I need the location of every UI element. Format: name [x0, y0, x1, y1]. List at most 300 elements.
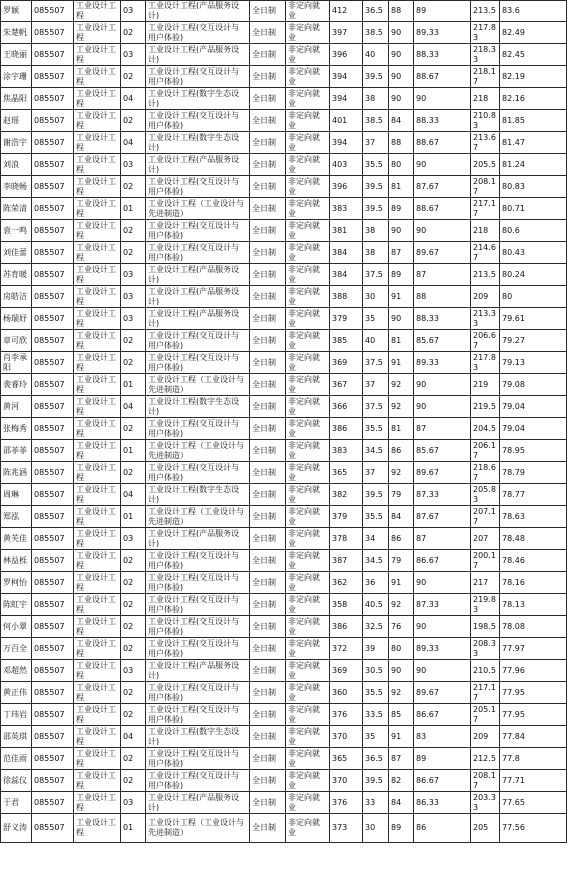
table-cell: 全日制 — [250, 88, 286, 110]
table-cell: 91 — [389, 286, 414, 308]
table-cell: 90 — [389, 22, 414, 44]
table-cell: 87 — [389, 748, 414, 770]
table-cell: 非定向就业 — [286, 198, 330, 220]
table-cell: 90 — [414, 220, 471, 242]
table-cell: 01 — [121, 198, 146, 220]
table-cell: 78.16 — [500, 572, 567, 594]
table-cell: 218.33 — [471, 44, 500, 66]
table-cell: 工业设计工程 — [74, 616, 121, 638]
table-cell: 02 — [121, 418, 146, 440]
table-cell: 79.04 — [500, 418, 567, 440]
table-cell: 218.67 — [471, 462, 500, 484]
table-cell: 085507 — [32, 616, 74, 638]
table-cell: 085507 — [32, 44, 74, 66]
table-cell: 非定向就业 — [286, 1, 330, 22]
table-cell: 80.83 — [500, 176, 567, 198]
table-cell: 工业设计工程(交互设计与用户体验) — [146, 242, 250, 264]
table-cell: 02 — [121, 638, 146, 660]
table-cell: 40.5 — [363, 594, 389, 616]
table-cell: 78.46 — [500, 550, 567, 572]
table-cell: 83.6 — [500, 1, 567, 22]
table-cell: 工业设计工程(数字生态设计) — [146, 88, 250, 110]
table-cell: 工业设计工程 — [74, 418, 121, 440]
table-cell: 214.67 — [471, 242, 500, 264]
table-cell: 房皓洁 — [1, 286, 32, 308]
table-cell: 39.5 — [363, 484, 389, 506]
table-cell: 非定向就业 — [286, 594, 330, 616]
table-cell: 085507 — [32, 22, 74, 44]
table-cell: 工业设计工程 — [74, 396, 121, 418]
table-cell: 362 — [330, 572, 363, 594]
table-cell: 工业设计工程 — [74, 308, 121, 330]
table-cell: 02 — [121, 22, 146, 44]
table-cell: 206.17 — [471, 440, 500, 462]
table-cell: 90 — [389, 308, 414, 330]
table-cell: 32.5 — [363, 616, 389, 638]
table-cell: 91 — [389, 572, 414, 594]
table-cell: 33 — [363, 792, 389, 814]
table-cell: 085507 — [32, 374, 74, 396]
table-cell: 81.24 — [500, 154, 567, 176]
table-cell: 403 — [330, 154, 363, 176]
table-cell: 张梅秀 — [1, 418, 32, 440]
table-cell: 085507 — [32, 330, 74, 352]
table-cell: 90 — [414, 616, 471, 638]
table-cell: 全日制 — [250, 616, 286, 638]
table-cell: 213.33 — [471, 308, 500, 330]
table-cell: 92 — [389, 682, 414, 704]
table-cell: 非定向就业 — [286, 506, 330, 528]
table-cell: 04 — [121, 396, 146, 418]
table-cell: 工业设计工程(交互设计与用户体验) — [146, 330, 250, 352]
table-cell: 219.83 — [471, 594, 500, 616]
table-cell: 89.67 — [414, 462, 471, 484]
table-cell: 217.83 — [471, 352, 500, 374]
table-cell: 全日制 — [250, 638, 286, 660]
table-cell: 陈兆涵 — [1, 462, 32, 484]
table-cell: 085507 — [32, 66, 74, 88]
table-cell: 非定向就业 — [286, 330, 330, 352]
table-cell: 非定向就业 — [286, 132, 330, 154]
table-cell: 工业设计工程 — [74, 594, 121, 616]
table-cell: 工业设计工程(产品服务设计) — [146, 44, 250, 66]
table-cell: 全日制 — [250, 572, 286, 594]
table-cell: 381 — [330, 220, 363, 242]
table-row — [1, 66, 567, 88]
table-row — [1, 198, 567, 220]
table-cell: 81 — [389, 330, 414, 352]
table-cell: 02 — [121, 220, 146, 242]
table-cell: 80.24 — [500, 264, 567, 286]
table-cell: 38 — [363, 220, 389, 242]
table-cell: 工业设计工程(产品服务设计) — [146, 660, 250, 682]
table-cell: 30 — [363, 286, 389, 308]
table-cell: 378 — [330, 528, 363, 550]
table-cell: 88 — [389, 132, 414, 154]
table-cell: 86.33 — [414, 792, 471, 814]
table-cell: 全日制 — [250, 220, 286, 242]
table-cell: 88.33 — [414, 308, 471, 330]
table-cell: 80 — [389, 154, 414, 176]
table-cell: 200.17 — [471, 550, 500, 572]
table-cell: 罗颖 — [1, 1, 32, 22]
table-row — [1, 308, 567, 330]
table-cell: 208.17 — [471, 770, 500, 792]
table-cell: 085507 — [32, 264, 74, 286]
table-cell: 邵英琪 — [1, 726, 32, 748]
table-row — [1, 572, 567, 594]
table-cell: 工业设计工程(交互设计与用户体验) — [146, 616, 250, 638]
table-cell: 208.17 — [471, 176, 500, 198]
table-cell: 80.43 — [500, 242, 567, 264]
table-row — [1, 748, 567, 770]
table-cell: 02 — [121, 594, 146, 616]
table-cell: 88 — [414, 286, 471, 308]
table-cell: 90 — [414, 374, 471, 396]
table-cell: 86 — [389, 440, 414, 462]
table-cell: 谢浩宇 — [1, 132, 32, 154]
table-cell: 365 — [330, 462, 363, 484]
table-row — [1, 154, 567, 176]
table-cell: 全日制 — [250, 814, 286, 843]
table-cell: 91 — [389, 726, 414, 748]
table-cell: 80 — [389, 638, 414, 660]
table-cell: 085507 — [32, 286, 74, 308]
table-cell: 工业设计工程(交互设计与用户体验) — [146, 22, 250, 44]
table-cell: 35.5 — [363, 682, 389, 704]
table-cell: 黄芙佳 — [1, 528, 32, 550]
table-cell: 非定向就业 — [286, 638, 330, 660]
table-cell: 78.95 — [500, 440, 567, 462]
table-cell: 工业设计工程 — [74, 792, 121, 814]
table-cell: 77.8 — [500, 748, 567, 770]
table-cell: 范佳雨 — [1, 748, 32, 770]
table-cell: 209 — [471, 726, 500, 748]
table-cell: 80 — [500, 286, 567, 308]
table-cell: 85 — [389, 704, 414, 726]
table-cell: 87.67 — [414, 176, 471, 198]
table-cell: 全日制 — [250, 594, 286, 616]
table-row — [1, 286, 567, 308]
table-cell: 邵菲菲 — [1, 440, 32, 462]
table-cell: 208.33 — [471, 638, 500, 660]
table-cell: 全日制 — [250, 484, 286, 506]
table-cell: 358 — [330, 594, 363, 616]
table-cell: 218.17 — [471, 66, 500, 88]
table-cell: 376 — [330, 704, 363, 726]
table-row — [1, 22, 567, 44]
table-cell: 全日制 — [250, 44, 286, 66]
table-cell: 非定向就业 — [286, 616, 330, 638]
table-cell: 非定向就业 — [286, 748, 330, 770]
table-row — [1, 814, 567, 843]
table-cell: 03 — [121, 660, 146, 682]
table-cell: 79.08 — [500, 374, 567, 396]
table-row — [1, 704, 567, 726]
table-cell: 非定向就业 — [286, 814, 330, 843]
table-cell: 203.33 — [471, 792, 500, 814]
table-cell: 全日制 — [250, 528, 286, 550]
table-cell: 085507 — [32, 88, 74, 110]
table-cell: 04 — [121, 726, 146, 748]
table-cell: 219 — [471, 374, 500, 396]
table-cell: 04 — [121, 132, 146, 154]
table-cell: 全日制 — [250, 748, 286, 770]
table-cell: 非定向就业 — [286, 726, 330, 748]
table-cell: 40 — [363, 330, 389, 352]
table-row — [1, 264, 567, 286]
table-cell: 80.71 — [500, 198, 567, 220]
table-cell: 77.95 — [500, 682, 567, 704]
table-cell: 邓超然 — [1, 660, 32, 682]
table-cell: 工业设计工程 — [74, 528, 121, 550]
table-row — [1, 220, 567, 242]
table-cell: 79 — [389, 484, 414, 506]
table-cell: 394 — [330, 66, 363, 88]
table-cell: 085507 — [32, 682, 74, 704]
table-cell: 02 — [121, 110, 146, 132]
table-row — [1, 528, 567, 550]
table-cell: 非定向就业 — [286, 550, 330, 572]
table-cell: 全日制 — [250, 396, 286, 418]
table-cell: 87 — [414, 528, 471, 550]
table-row — [1, 418, 567, 440]
table-row — [1, 242, 567, 264]
table-cell: 工业设计工程 — [74, 440, 121, 462]
table-cell: 34 — [363, 528, 389, 550]
table-cell: 38.5 — [363, 110, 389, 132]
table-cell: 085507 — [32, 726, 74, 748]
table-cell: 38.5 — [363, 22, 389, 44]
table-cell: 工业设计工程 — [74, 220, 121, 242]
table-cell: 412 — [330, 1, 363, 22]
table-cell: 85.67 — [414, 330, 471, 352]
table-cell: 77.71 — [500, 770, 567, 792]
table-cell: 丁玮岩 — [1, 704, 32, 726]
table-cell: 78.13 — [500, 594, 567, 616]
table-cell: 徐蕊仪 — [1, 770, 32, 792]
table-cell: 全日制 — [250, 242, 286, 264]
table-cell: 367 — [330, 374, 363, 396]
table-cell: 工业设计工程 — [74, 550, 121, 572]
table-cell: 杨瑞妤 — [1, 308, 32, 330]
table-cell: 79 — [389, 550, 414, 572]
table-cell: 工业设计工程 — [74, 22, 121, 44]
table-cell: 非定向就业 — [286, 22, 330, 44]
table-cell: 89.67 — [414, 242, 471, 264]
table-cell: 78.77 — [500, 484, 567, 506]
table-cell: 工业设计工程(交互设计与用户体验) — [146, 682, 250, 704]
table-cell: 085507 — [32, 638, 74, 660]
table-cell: 工业设计工程 — [74, 660, 121, 682]
table-cell: 30.5 — [363, 660, 389, 682]
table-cell: 207 — [471, 528, 500, 550]
table-row — [1, 176, 567, 198]
table-cell: 217.17 — [471, 682, 500, 704]
table-cell: 万百全 — [1, 638, 32, 660]
table-cell: 217.17 — [471, 198, 500, 220]
table-cell: 90 — [414, 660, 471, 682]
table-row — [1, 484, 567, 506]
table-cell: 82 — [389, 770, 414, 792]
table-cell: 219.5 — [471, 396, 500, 418]
table-cell: 朱楚帆 — [1, 22, 32, 44]
table-cell: 38 — [363, 242, 389, 264]
table-cell: 085507 — [32, 550, 74, 572]
table-cell: 工业设计工程（工业设计与先进制造） — [146, 814, 250, 843]
table-cell: 袁一鸣 — [1, 220, 32, 242]
table-cell: 工业设计工程 — [74, 770, 121, 792]
table-cell: 工业设计工程(数字生态设计) — [146, 396, 250, 418]
table-cell: 工业设计工程(产品服务设计) — [146, 792, 250, 814]
table-cell: 03 — [121, 44, 146, 66]
table-cell: 全日制 — [250, 264, 286, 286]
table-row — [1, 110, 567, 132]
table-cell: 401 — [330, 110, 363, 132]
table-cell: 陈荣清 — [1, 198, 32, 220]
table-cell: 085507 — [32, 462, 74, 484]
table-cell: 工业设计工程(交互设计与用户体验) — [146, 66, 250, 88]
table-cell: 37 — [363, 462, 389, 484]
table-cell: 工业设计工程(产品服务设计) — [146, 264, 250, 286]
table-cell: 36.5 — [363, 748, 389, 770]
table-cell: 396 — [330, 176, 363, 198]
table-cell: 舒义涛 — [1, 814, 32, 843]
table-cell: 李晓畅 — [1, 176, 32, 198]
table-cell: 全日制 — [250, 66, 286, 88]
table-cell: 02 — [121, 572, 146, 594]
table-cell: 02 — [121, 352, 146, 374]
table-cell: 370 — [330, 726, 363, 748]
table-cell: 37.5 — [363, 264, 389, 286]
table-cell: 33.5 — [363, 704, 389, 726]
table-cell: 386 — [330, 616, 363, 638]
table-row — [1, 352, 567, 374]
table-cell: 81.47 — [500, 132, 567, 154]
table-cell: 085507 — [32, 792, 74, 814]
table-cell: 工业设计工程(产品服务设计) — [146, 154, 250, 176]
table-cell: 82.45 — [500, 44, 567, 66]
table-cell: 非定向就业 — [286, 286, 330, 308]
table-cell: 30 — [363, 814, 389, 843]
table-cell: 02 — [121, 704, 146, 726]
table-cell: 369 — [330, 352, 363, 374]
table-cell: 085507 — [32, 572, 74, 594]
table-cell: 085507 — [32, 110, 74, 132]
table-cell: 213.5 — [471, 264, 500, 286]
table-cell: 非定向就业 — [286, 440, 330, 462]
table-cell: 205.5 — [471, 154, 500, 176]
table-body — [1, 1, 567, 843]
table-cell: 36.5 — [363, 1, 389, 22]
table-cell: 77.65 — [500, 792, 567, 814]
table-cell: 84 — [389, 110, 414, 132]
table-cell: 工业设计工程(交互设计与用户体验) — [146, 770, 250, 792]
table-cell: 工业设计工程 — [74, 198, 121, 220]
table-cell: 92 — [389, 396, 414, 418]
table-cell: 37 — [363, 374, 389, 396]
table-cell: 全日制 — [250, 770, 286, 792]
table-cell: 388 — [330, 286, 363, 308]
table-cell: 88.67 — [414, 132, 471, 154]
table-cell: 工业设计工程 — [74, 704, 121, 726]
table-cell: 88 — [389, 1, 414, 22]
table-cell: 01 — [121, 506, 146, 528]
table-cell: 黄正伟 — [1, 682, 32, 704]
table-cell: 085507 — [32, 242, 74, 264]
table-cell: 89.33 — [414, 22, 471, 44]
table-cell: 085507 — [32, 770, 74, 792]
table-cell: 工业设计工程(交互设计与用户体验) — [146, 418, 250, 440]
table-cell: 02 — [121, 748, 146, 770]
table-row — [1, 770, 567, 792]
table-cell: 02 — [121, 550, 146, 572]
table-cell: 379 — [330, 308, 363, 330]
table-cell: 198.5 — [471, 616, 500, 638]
table-cell: 205.83 — [471, 484, 500, 506]
table-cell: 92 — [389, 594, 414, 616]
table-cell: 非定向就业 — [286, 176, 330, 198]
table-cell: 非定向就业 — [286, 396, 330, 418]
table-cell: 工业设计工程(交互设计与用户体验) — [146, 220, 250, 242]
table-cell: 非定向就业 — [286, 484, 330, 506]
table-cell: 212.5 — [471, 748, 500, 770]
table-cell: 非定向就业 — [286, 220, 330, 242]
table-cell: 工业设计工程 — [74, 154, 121, 176]
table-cell: 全日制 — [250, 154, 286, 176]
table-cell: 84 — [389, 506, 414, 528]
table-cell: 209 — [471, 286, 500, 308]
table-cell: 全日制 — [250, 682, 286, 704]
table-cell: 77.84 — [500, 726, 567, 748]
table-cell: 85.67 — [414, 440, 471, 462]
table-cell: 非定向就业 — [286, 770, 330, 792]
table-cell: 工业设计工程(交互设计与用户体验) — [146, 704, 250, 726]
table-cell: 工业设计工程(交互设计与用户体验) — [146, 638, 250, 660]
table-cell: 工业设计工程(数字生态设计) — [146, 132, 250, 154]
table-cell: 365 — [330, 748, 363, 770]
table-cell: 89 — [389, 198, 414, 220]
table-cell: 085507 — [32, 814, 74, 843]
table-cell: 77.56 — [500, 814, 567, 843]
table-cell: 82.49 — [500, 22, 567, 44]
table-cell: 89.33 — [414, 638, 471, 660]
table-cell: 全日制 — [250, 374, 286, 396]
table-cell: 35.5 — [363, 154, 389, 176]
table-cell: 90 — [389, 88, 414, 110]
table-row — [1, 1, 567, 22]
table-cell: 86.67 — [414, 550, 471, 572]
table-cell: 79.27 — [500, 330, 567, 352]
table-cell: 90 — [389, 660, 414, 682]
table-cell: 387 — [330, 550, 363, 572]
table-cell: 全日制 — [250, 1, 286, 22]
table-cell: 86.67 — [414, 704, 471, 726]
table-cell: 87 — [389, 242, 414, 264]
table-cell: 90 — [414, 396, 471, 418]
table-row — [1, 616, 567, 638]
table-cell: 88.33 — [414, 44, 471, 66]
table-cell: 焦晶阳 — [1, 88, 32, 110]
table-cell: 工业设计工程 — [74, 748, 121, 770]
table-cell: 工业设计工程 — [74, 1, 121, 22]
table-cell: 工业设计工程(交互设计与用户体验) — [146, 352, 250, 374]
table-row — [1, 682, 567, 704]
table-cell: 394 — [330, 88, 363, 110]
table-cell: 涂宇珊 — [1, 66, 32, 88]
table-cell: 394 — [330, 132, 363, 154]
table-cell: 37.5 — [363, 396, 389, 418]
